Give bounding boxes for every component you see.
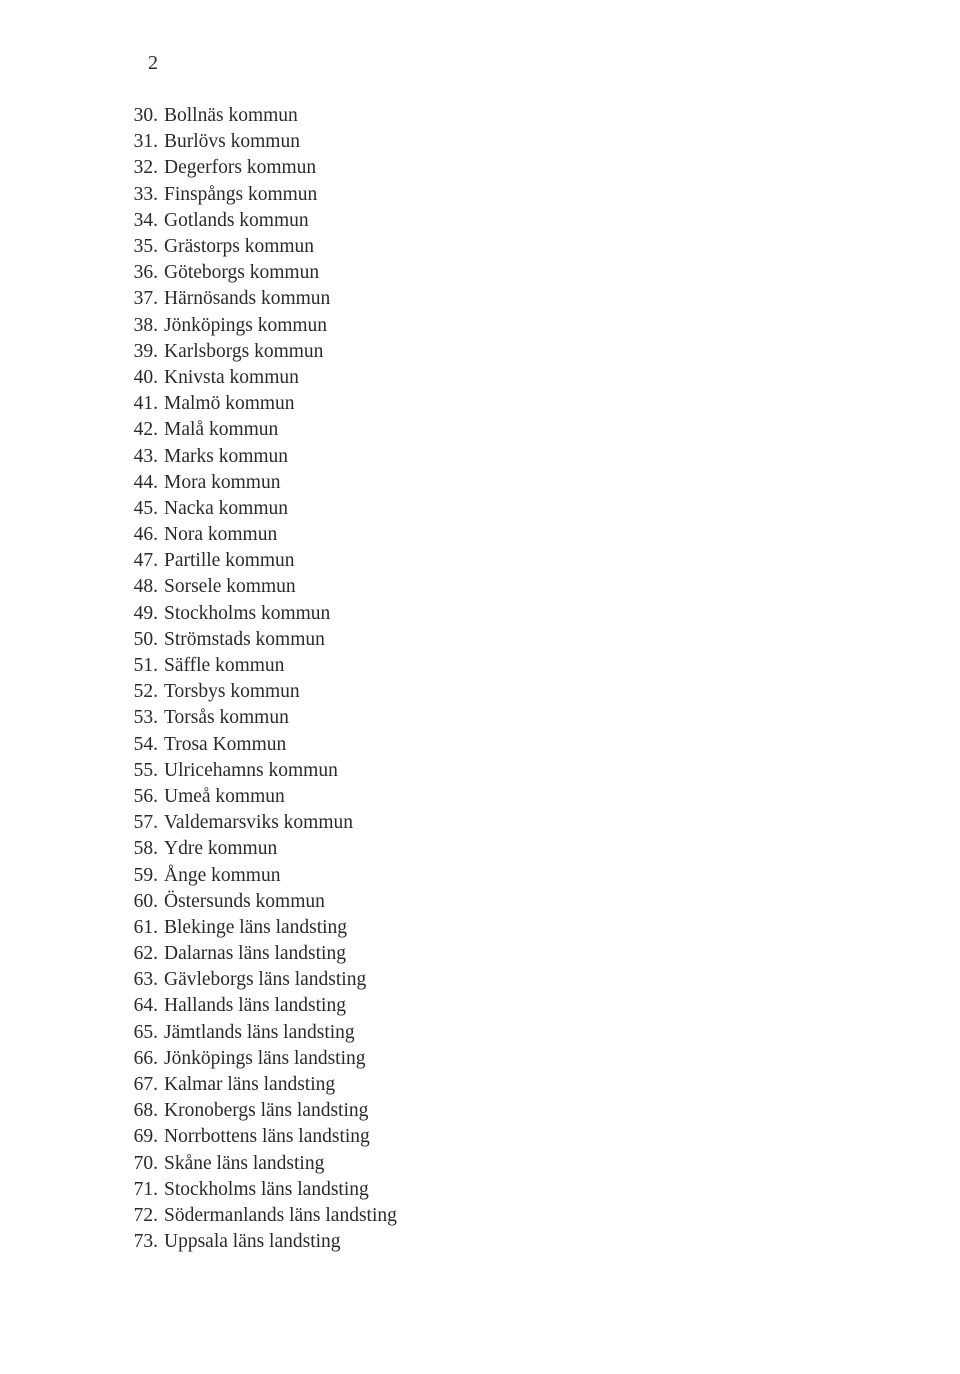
list-item (0, 889, 397, 915)
list-item (0, 1046, 397, 1072)
list-item-number: 49. (133, 602, 158, 624)
list-item-name: Strömstads kommun (164, 628, 325, 650)
list-item-number: 32. (133, 157, 158, 179)
list-item (0, 417, 397, 443)
list-item-number: 31. (133, 131, 158, 153)
list-item (0, 1203, 397, 1229)
list-item-name: Jönköpings kommun (164, 314, 328, 336)
list-item (0, 653, 397, 679)
list-item-number: 37. (133, 288, 158, 310)
list-item-name: Gävleborgs läns landsting (164, 969, 367, 991)
list-item-name: Sorsele kommun (164, 576, 296, 598)
list-item-number: 57. (133, 812, 158, 834)
list-item-name: Gotlands kommun (164, 209, 309, 231)
list-item (0, 1151, 397, 1177)
list-item-name: Jönköpings läns landsting (164, 1047, 366, 1069)
list-item (0, 522, 397, 548)
list-item (0, 967, 397, 993)
list-item (0, 234, 397, 260)
list-item-name: Karlsborgs kommun (164, 340, 324, 362)
list-item-name: Norrbottens läns landsting (164, 1126, 370, 1148)
list-item (0, 993, 397, 1019)
list-item-name: Nora kommun (164, 524, 278, 546)
list-item-number: 50. (133, 628, 158, 650)
list-item-number: 72. (133, 1204, 158, 1226)
list-item (0, 129, 397, 155)
list-item-number: 71. (133, 1178, 158, 1200)
list-item (0, 496, 397, 522)
list-item-name: Marks kommun (164, 445, 289, 467)
list-item (0, 1177, 397, 1203)
list-item (0, 915, 397, 941)
list-item-number: 66. (133, 1047, 158, 1069)
list-item-name: Trosa Kommun (164, 733, 287, 755)
list-item (0, 182, 397, 208)
list-item-number: 44. (133, 471, 158, 493)
list-item-name: Jämtlands läns landsting (164, 1021, 355, 1043)
list-item-name: Nacka kommun (164, 497, 289, 519)
list-item-name: Stockholms läns landsting (164, 1178, 369, 1200)
list-item-name: Malmö kommun (164, 393, 295, 415)
list-item-number: 55. (133, 759, 158, 781)
list-item-name: Skåne läns landsting (164, 1152, 325, 1174)
list-item (0, 155, 397, 181)
list-item (0, 836, 397, 862)
list-item-number: 64. (133, 995, 158, 1017)
list-item-number: 63. (133, 969, 158, 991)
list-item-number: 47. (133, 550, 158, 572)
list-item-number: 46. (133, 524, 158, 546)
list-item (0, 260, 397, 286)
list-item-number: 51. (133, 655, 158, 677)
list-item-name: Blekinge läns landsting (164, 916, 348, 938)
list-item-number: 45. (133, 497, 158, 519)
list-item-name: Östersunds kommun (164, 890, 325, 912)
list-item (0, 1229, 397, 1255)
list-item (0, 862, 397, 888)
list-item-number: 33. (133, 183, 158, 205)
list-item-name: Malå kommun (164, 419, 279, 441)
list-item (0, 784, 397, 810)
list-item-name: Bollnäs kommun (164, 105, 298, 127)
list-item-number: 43. (133, 445, 158, 467)
list-item (0, 1020, 397, 1046)
list-item-name: Stockholms kommun (164, 602, 331, 624)
list-item-name: Burlövs kommun (164, 131, 300, 153)
list-item (0, 705, 397, 731)
list-item-name: Ånge kommun (164, 864, 281, 886)
list-item-number: 35. (133, 236, 158, 258)
list-item (0, 679, 397, 705)
list-item (0, 208, 397, 234)
list-item-name: Grästorps kommun (164, 236, 315, 258)
list-item-number: 42. (133, 419, 158, 441)
list-item-number: 68. (133, 1100, 158, 1122)
list-item (0, 365, 397, 391)
list-item (0, 810, 397, 836)
list-item (0, 732, 397, 758)
list-item (0, 758, 397, 784)
list-item-name: Kalmar läns landsting (164, 1074, 336, 1096)
list-item (0, 548, 397, 574)
list-item-name: Södermanlands läns landsting (164, 1204, 397, 1226)
list-item-name: Göteborgs kommun (164, 262, 320, 284)
list-item-name: Ulricehamns kommun (164, 759, 338, 781)
list-item (0, 391, 397, 417)
list-item (0, 601, 397, 627)
list-item-number: 54. (133, 733, 158, 755)
list-item-number: 39. (133, 340, 158, 362)
list-item (0, 339, 397, 365)
list-item-number: 56. (133, 785, 158, 807)
list-item (0, 443, 397, 469)
list-item-name: Partille kommun (164, 550, 295, 572)
list-item-name: Härnösands kommun (164, 288, 331, 310)
list-item (0, 286, 397, 312)
list-item (0, 1124, 397, 1150)
list-item-number: 40. (133, 366, 158, 388)
list-item-number: 67. (133, 1074, 158, 1096)
list-item-name: Valdemarsviks kommun (164, 812, 354, 834)
list-item-name: Knivsta kommun (164, 366, 299, 388)
list-item-name: Umeå kommun (164, 785, 285, 807)
list-item-number: 69. (133, 1126, 158, 1148)
list-item (0, 627, 397, 653)
list-item-name: Finspångs kommun (164, 183, 318, 205)
list-item-number: 52. (133, 681, 158, 703)
list-item-number: 61. (133, 916, 158, 938)
list-item-number: 38. (133, 314, 158, 336)
list-item-name: Kronobergs läns landsting (164, 1100, 369, 1122)
list-item (0, 313, 397, 339)
list-item-name: Säffle kommun (164, 655, 285, 677)
list-item-number: 60. (133, 890, 158, 912)
list-item-number: 53. (133, 707, 158, 729)
list-item (0, 1072, 397, 1098)
list-item-number: 73. (133, 1231, 158, 1253)
list-item-name: Ydre kommun (164, 838, 278, 860)
list-item-number: 70. (133, 1152, 158, 1174)
list-item-number: 36. (133, 262, 158, 284)
list-item (0, 470, 397, 496)
list-item-name: Degerfors kommun (164, 157, 317, 179)
list-item-name: Dalarnas läns landsting (164, 943, 346, 965)
list-item-name: Uppsala läns landsting (164, 1231, 341, 1253)
list-item-name: Torsås kommun (164, 707, 289, 729)
list-item-number: 48. (133, 576, 158, 598)
list-item (0, 941, 397, 967)
list-item-name: Torsbys kommun (164, 681, 300, 703)
list-item-number: 58. (133, 838, 158, 860)
list-item-number: 62. (133, 943, 158, 965)
list-item-number: 59. (133, 864, 158, 886)
organization-list (0, 103, 397, 1255)
page-number: 2 (148, 52, 158, 74)
list-item (0, 574, 397, 600)
list-item-number: 34. (133, 209, 158, 231)
list-item-name: Mora kommun (164, 471, 281, 493)
list-item-number: 41. (133, 393, 158, 415)
list-item-name: Hallands läns landsting (164, 995, 346, 1017)
list-item (0, 1098, 397, 1124)
list-item (0, 103, 397, 129)
list-item-number: 30. (133, 105, 158, 127)
list-item-number: 65. (133, 1021, 158, 1043)
